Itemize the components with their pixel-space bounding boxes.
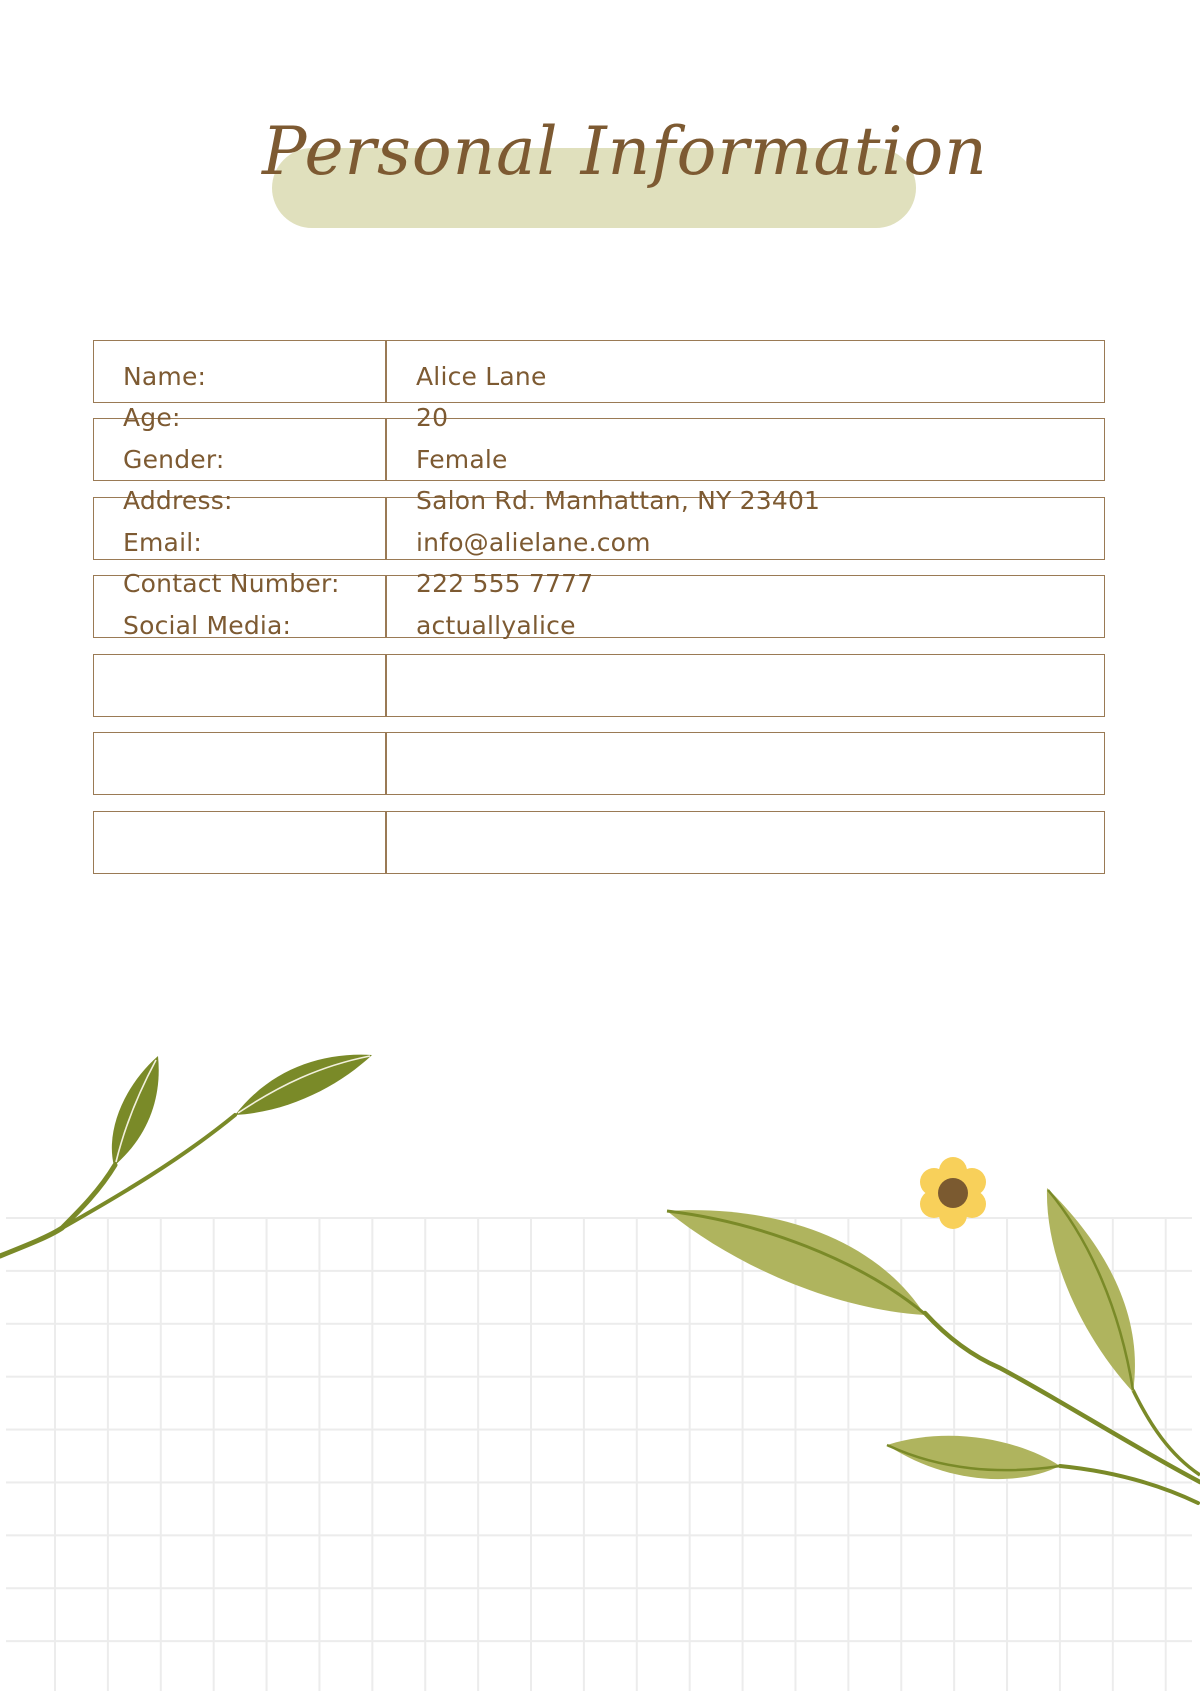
field-label-name: Name: xyxy=(123,362,207,391)
field-label-age: Age: xyxy=(123,403,181,432)
page-title: Personal Information xyxy=(262,113,988,190)
field-label-address: Address: xyxy=(123,486,233,515)
field-value-age: 20 xyxy=(416,403,449,432)
field-value-gender: Female xyxy=(416,445,508,474)
field-value-name: Alice Lane xyxy=(416,362,547,391)
field-value-contact-number: 222 555 7777 xyxy=(416,569,594,598)
field-value-social-media: actuallyalice xyxy=(416,611,576,640)
field-value-email: info@alielane.com xyxy=(416,528,651,557)
field-value-address: Salon Rd. Manhattan, NY 23401 xyxy=(416,486,821,515)
field-label-email: Email: xyxy=(123,528,202,557)
field-label-social-media: Social Media: xyxy=(123,611,292,640)
field-label-gender: Gender: xyxy=(123,445,225,474)
field-label-contact-number: Contact Number: xyxy=(123,569,340,598)
